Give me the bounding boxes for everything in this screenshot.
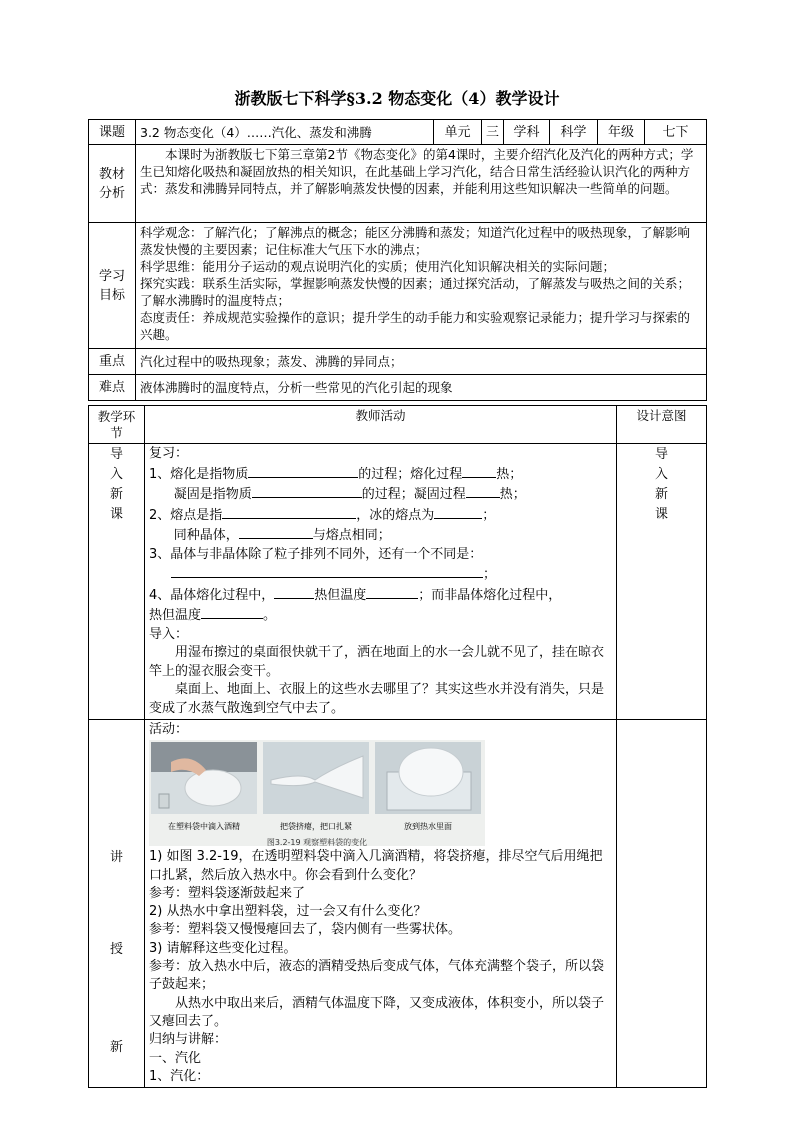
- intro-content: [145, 444, 617, 720]
- question-2b: 同种晶体， 与熔点相同；: [149, 525, 612, 546]
- course-value: 3.2 物态变化（4）……汽化、蒸发和沸腾: [136, 120, 434, 145]
- figure-caption: 图3.2-19 观察塑料袋的变化: [266, 838, 368, 848]
- difficulties-text: 液体沸腾时的温度特点，分析一些常见的汽化引起的现象: [136, 375, 707, 401]
- stage-header: 教学环节: [89, 406, 145, 444]
- unit-value: 三: [482, 120, 504, 145]
- lead-paragraph-1: 用湿布擦过的桌面很快就干了，洒在地面上的水一会儿就不见了，挂在晾衣竿上的湿衣服会变干。: [149, 645, 605, 679]
- stage-char: 讲: [109, 850, 123, 865]
- lecture-indent-line: 从热水中取出来后，酒精气体温度下降，又变成液体，体积变小，所以袋子又瘪回去了。: [149, 995, 605, 1029]
- lead-paragraph-2: 桌面上、地面上、衣服上的这些水去哪里了？其实这些水并没有消失，只是变成了水蒸气散逸到空气中去了。: [149, 682, 605, 716]
- intent-header: 设计意图: [617, 406, 707, 444]
- photo-caption: 放到热水里面: [404, 822, 452, 832]
- stage-char: 入: [109, 467, 123, 482]
- stage-char: 授: [109, 942, 123, 957]
- unit-label: 单元: [434, 120, 482, 145]
- key-points-text: 汽化过程中的吸热现象；蒸发、沸腾的异同点；: [136, 349, 707, 375]
- photo-hot-water: [375, 742, 481, 814]
- question-1b: 凝固是指物质 的过程；凝固过程 热；: [149, 484, 612, 505]
- photo-dropping-alcohol: [151, 742, 257, 814]
- process-table: [88, 405, 707, 1088]
- review-heading: 复习：: [149, 446, 189, 461]
- key-points-label: 重点: [89, 349, 136, 375]
- question-2a: 2、熔点是指 ，冰的熔点为 ；: [149, 505, 612, 526]
- activity-heading: 活动：: [149, 722, 189, 737]
- stage-char: 新: [109, 1040, 123, 1055]
- difficulties-label: 难点: [89, 375, 136, 401]
- goals-text: [136, 223, 707, 349]
- lecture-line: 1) 如图 3.2-19，在透明塑料袋中滴入几滴酒精，将袋挤瘪，排尽空气后用绳把口扎紧，然后放入热水中。你会看到什么变化？: [149, 849, 603, 883]
- teacher-header: 教师活动: [145, 406, 617, 444]
- lecture-line: 参考：塑料袋又慢慢瘪回去了，袋内侧有一些雾状体。: [149, 922, 462, 938]
- lecture-line: 2) 从热水中拿出塑料袋，过一会又有什么变化？: [149, 904, 427, 920]
- intent-char: 入: [654, 467, 668, 482]
- lecture-intent: [617, 720, 707, 1088]
- question-3: 3、晶体与非晶体除了粒子排列不同外，还有一个不同是：: [149, 546, 483, 562]
- grade-label: 年级: [598, 120, 645, 145]
- grade-value: 七下: [645, 120, 707, 145]
- summary-heading: 归纳与讲解：: [149, 1032, 228, 1048]
- goal-line: 科学观念：了解汽化；了解沸点的概念；能区分沸腾和蒸发；知道汽化过程中的吸热现象，了解影响蒸发快慢的主要因素；记住标准大气压下水的沸点；: [140, 225, 691, 257]
- figure-photos: [149, 740, 485, 846]
- subject-value: 科学: [550, 120, 598, 145]
- goals-label: 学习目标: [89, 223, 136, 349]
- stage-char: 导: [109, 447, 123, 462]
- analysis-label: 教材分析: [89, 145, 136, 223]
- intro-intent: [617, 444, 707, 720]
- photo-caption: 在塑料袋中滴入酒精: [168, 822, 240, 832]
- goal-line: 探究实践：联系生活实际，掌握影响蒸发快慢的因素；通过探究活动，了解蒸发与吸热之间的关系；了解水沸腾时的温度特点；: [140, 276, 691, 308]
- lecture-stage: [89, 720, 145, 1088]
- intro-stage: [89, 444, 145, 720]
- section-1-1: 1、汽化：: [149, 1068, 210, 1084]
- intent-char: 导: [654, 447, 668, 462]
- lecture-line: 3) 请解释这些变化过程。: [149, 940, 297, 956]
- intent-char: 课: [654, 507, 668, 522]
- lecture-content: [145, 720, 617, 1088]
- photo-caption: 把袋挤瘪，把口扎紧: [280, 822, 352, 832]
- question-1a: 1、熔化是指物质 的过程；熔化过程 热；: [149, 464, 612, 485]
- info-table: [88, 119, 707, 401]
- document-title: 浙教版七下科学§3.2 物态变化（4）教学设计: [234, 89, 560, 108]
- question-4b: 热但温度 。: [149, 605, 612, 626]
- lecture-line: 参考：放入热水中后，液态的酒精受热后变成气体，气体充满整个袋子，所以袋子鼓起来；: [149, 959, 605, 993]
- analysis-paragraph: 本课时为浙教版七下第三章第2节《物态变化》的第4课时，主要介绍汽化及汽化的两种方式；学生已知熔化吸热和凝固放热的相关知识，在此基础上学习汽化，结合日常生活经验认识汽化的两种方式：蒸发和沸腾异同特点，并了解影响蒸发快慢的因素，并能利用这些知识解决一些简单的问题。: [140, 147, 694, 196]
- course-label: 课题: [89, 120, 136, 145]
- lead-heading: 导入：: [149, 626, 189, 642]
- section-1: 一、汽化: [149, 1050, 202, 1066]
- lecture-line: 参考：塑料袋逐渐鼓起来了: [149, 885, 306, 901]
- subject-label: 学科: [504, 120, 550, 145]
- goal-line: 态度责任：养成规范实验操作的意识；提升学生的动手能力和实验观察记录能力；提升学习与探索的兴趣。: [140, 310, 691, 342]
- photo-squeezed-bag: [263, 742, 369, 814]
- intent-char: 新: [654, 487, 668, 502]
- question-3-blank: ；: [149, 564, 612, 585]
- stage-char: 新: [109, 487, 123, 502]
- stage-char: 课: [109, 507, 123, 522]
- question-4a: 4、晶体熔化过程中， 热但温度 ；而非晶体熔化过程中，: [149, 585, 612, 606]
- goal-line: 科学思维：能用分子运动的观点说明汽化的实质；使用汽化知识解决相关的实际问题；: [140, 259, 616, 274]
- analysis-text: [136, 145, 707, 223]
